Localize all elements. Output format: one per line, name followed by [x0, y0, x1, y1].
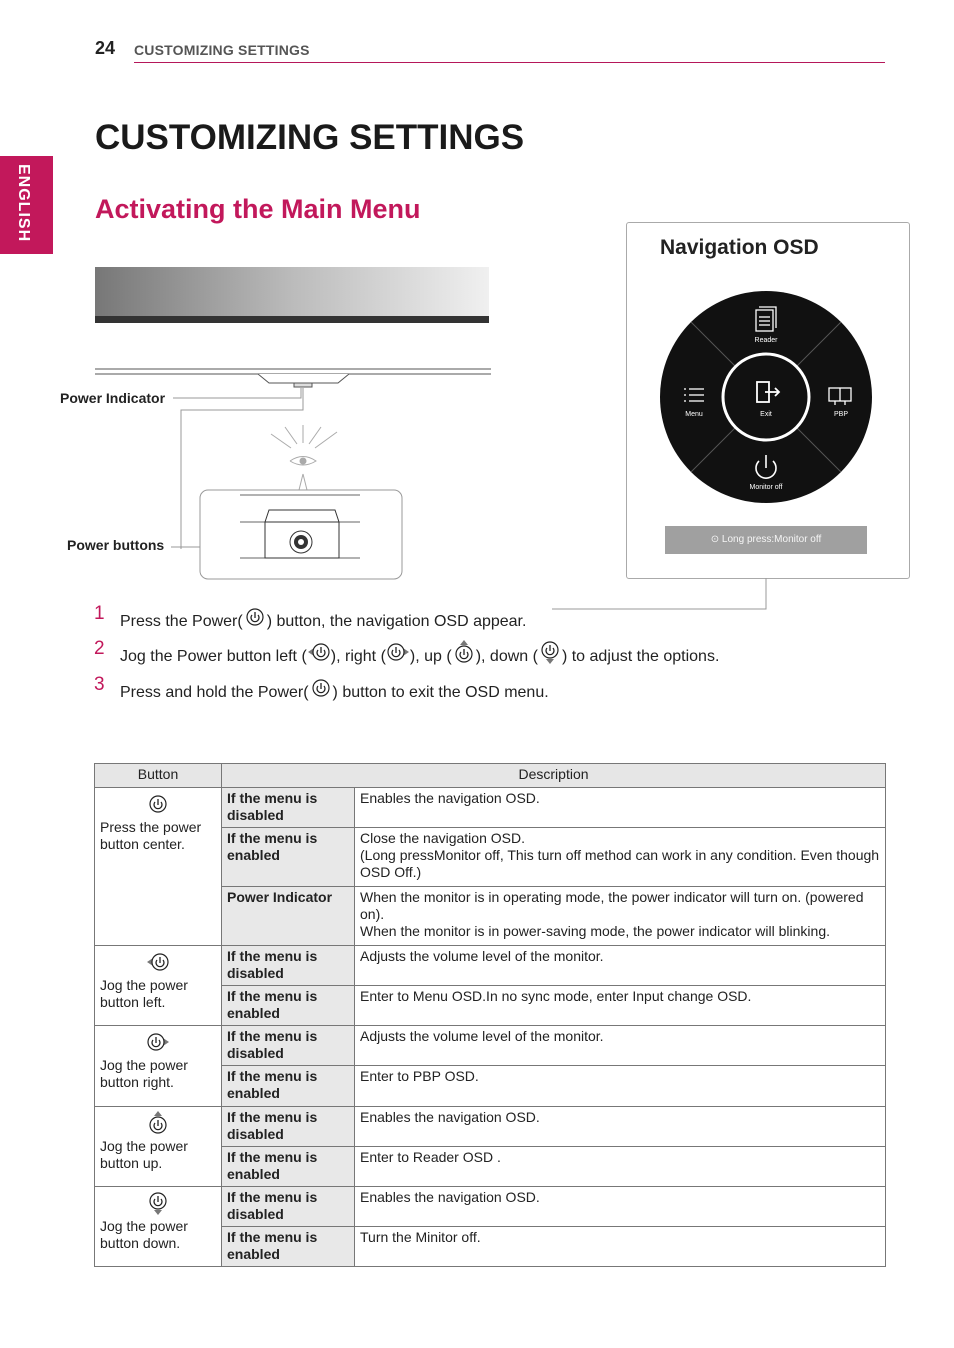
power-left-icon: [100, 950, 216, 974]
power-up-icon: [452, 640, 476, 669]
step-2-part2: ), right (: [330, 648, 386, 665]
osd-item-menu: Menu: [685, 411, 703, 418]
page-title: CUSTOMIZING SETTINGS: [95, 118, 525, 157]
power-buttons-label: Power buttons: [67, 537, 165, 553]
condition-cell: If the menu is disabled: [222, 1187, 355, 1227]
button-label: Jog the power button up.: [100, 1138, 188, 1171]
header-rule: [134, 62, 885, 63]
step-2-part1: Jog the Power button left (: [120, 648, 307, 665]
power-down-icon: [538, 640, 562, 669]
header-button: Button: [95, 764, 222, 788]
description-cell: Adjusts the volume level of the monitor.: [355, 946, 886, 986]
button-cell: [95, 946, 222, 1026]
header-description: Description: [222, 764, 886, 788]
step-number-1: 1: [94, 603, 105, 624]
step-text-1: [120, 605, 526, 634]
condition-cell: If the menu is disabled: [222, 1026, 355, 1066]
language-tab: [0, 156, 53, 254]
button-cell: [95, 1026, 222, 1107]
step-1-after: ) button, the navigation OSD appear.: [266, 613, 527, 630]
power-icon: [309, 676, 333, 705]
button-label: Press the power button center.: [100, 819, 202, 852]
button-closeup: [200, 490, 402, 579]
power-indicator-label: Power Indicator: [60, 390, 166, 406]
osd-long-press-bar: [665, 526, 867, 554]
button-label: Jog the power button down.: [100, 1218, 188, 1251]
step-2-part3: ), up (: [409, 648, 452, 665]
condition-cell: If the menu is enabled: [222, 986, 355, 1026]
osd-item-pbp: PBP: [833, 411, 849, 418]
condition-cell: If the menu is enabled: [222, 828, 355, 887]
condition-cell: If the menu is enabled: [222, 1227, 355, 1267]
step-2-part4: ), down (: [475, 648, 538, 665]
osd-title: Navigation OSD: [660, 236, 819, 259]
condition-cell: If the menu is disabled: [222, 788, 355, 828]
power-up-icon: [100, 1111, 216, 1135]
description-cell: Enables the navigation OSD.: [355, 1187, 886, 1227]
page-number: 24: [95, 38, 116, 58]
osd-bar-text: Long press:Monitor off: [721, 534, 822, 545]
step-text-2: [120, 640, 719, 669]
osd-item-exit: Exit: [760, 411, 772, 418]
osd-wheel: [659, 290, 873, 504]
table-row: [95, 788, 886, 828]
step-3-before: Press and hold the Power(: [120, 684, 309, 701]
table-row: [95, 1107, 886, 1147]
description-cell: Enter to Menu OSD.In no sync mode, enter Input change OSD.: [355, 986, 886, 1026]
power-icon: [243, 605, 267, 634]
description-cell: Enables the navigation OSD.: [355, 1107, 886, 1147]
description-cell: Enables the navigation OSD.: [355, 788, 886, 828]
table-row: [95, 1187, 886, 1227]
step-number-3: 3: [94, 674, 105, 695]
step-1-before: Press the Power(: [120, 613, 243, 630]
power-right-icon: [386, 640, 410, 669]
button-cell: [95, 1187, 222, 1267]
description-cell: Close the navigation OSD. (Long pressMonitor off, This turn off method can work in any condition. Even though OSD Off.): [355, 828, 886, 887]
condition-cell: If the menu is disabled: [222, 946, 355, 986]
step-3-after: ) button to exit the OSD menu.: [332, 684, 549, 701]
step-number-2: 2: [94, 638, 105, 659]
condition-cell: If the menu is disabled: [222, 1107, 355, 1147]
description-cell: Adjusts the volume level of the monitor.: [355, 1026, 886, 1066]
running-title: CUSTOMIZING SETTINGS: [134, 42, 310, 58]
condition-cell: If the menu is enabled: [222, 1147, 355, 1187]
power-icon: [100, 792, 216, 816]
description-cell: When the monitor is in operating mode, the power indicator will turn on. (powered on). When the monitor is in power-saving mode, the power indicator will blinking.: [355, 887, 886, 946]
button-label: Jog the power button right.: [100, 1057, 188, 1090]
osd-item-reader: Reader: [754, 337, 778, 344]
step-text-3: [120, 676, 549, 705]
language-tab-label: ENGLISH: [15, 164, 32, 243]
power-right-icon: [100, 1030, 216, 1054]
monitor-bottom-edge: [95, 369, 491, 387]
table-row: [95, 1026, 886, 1066]
target-icon: ⊙: [710, 534, 720, 545]
step-2-part5: ) to adjust the options.: [561, 648, 720, 665]
description-cell: Enter to PBP OSD.: [355, 1066, 886, 1107]
condition-cell: Power Indicator: [222, 887, 355, 946]
table-row: [95, 946, 886, 986]
section-title: Activating the Main Menu: [95, 194, 421, 224]
monitor-screen: [95, 267, 489, 323]
button-description-table: [94, 763, 886, 1267]
description-cell: Turn the Minitor off.: [355, 1227, 886, 1267]
button-cell: [95, 1107, 222, 1187]
button-cell: [95, 788, 222, 946]
osd-item-monitor-off: Monitor off: [749, 484, 783, 491]
power-left-icon: [307, 640, 331, 669]
osd-connector-line: [550, 577, 770, 611]
power-down-icon: [100, 1191, 216, 1215]
table-header-row: [95, 764, 886, 788]
button-label: Jog the power button left.: [100, 977, 188, 1010]
eye-icon: [271, 425, 337, 490]
condition-cell: If the menu is enabled: [222, 1066, 355, 1107]
description-cell: Enter to Reader OSD .: [355, 1147, 886, 1187]
